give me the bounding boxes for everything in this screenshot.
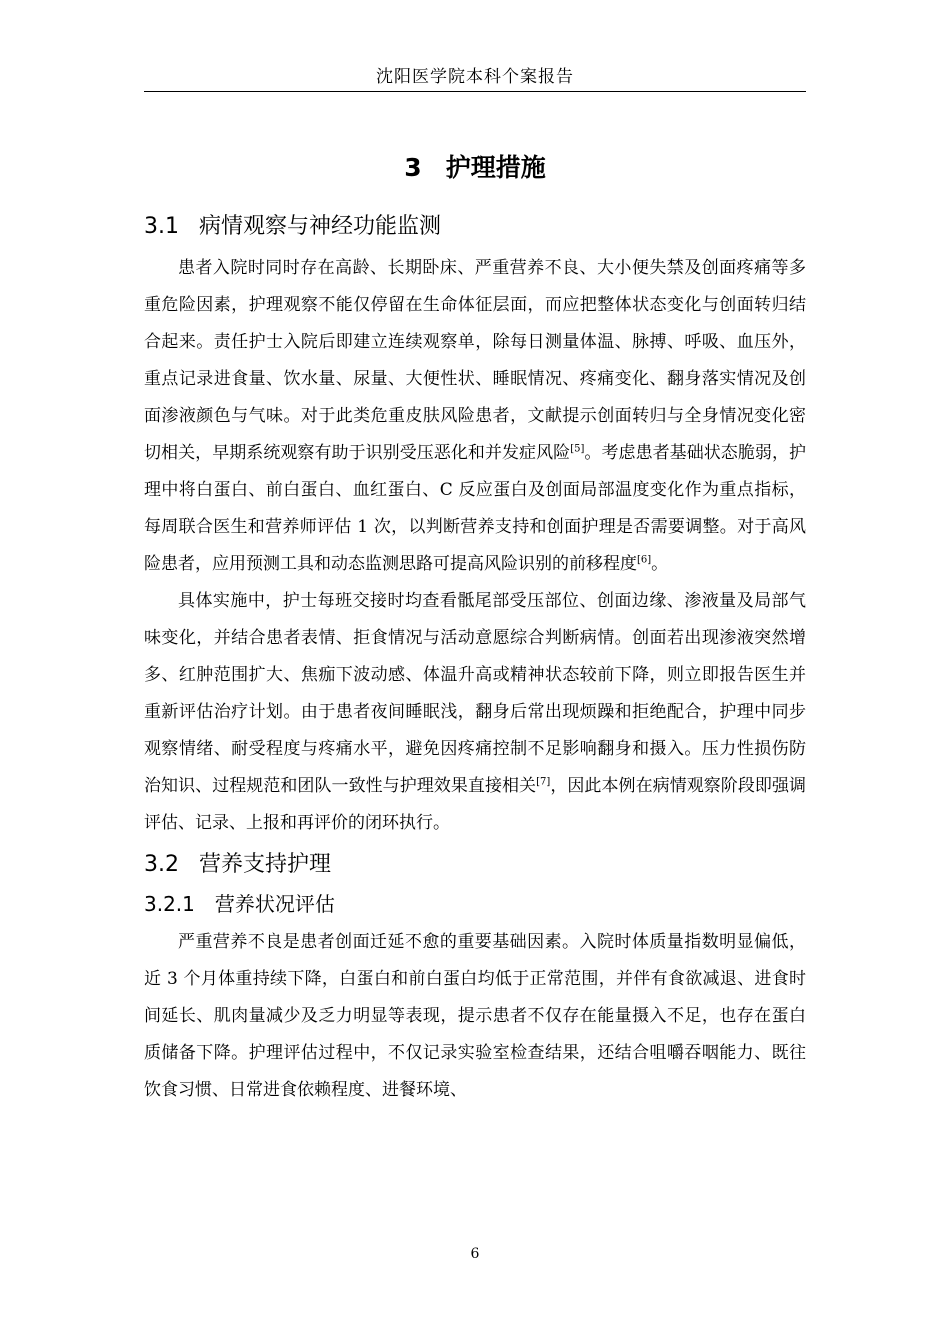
section-number: 3.2 [144, 852, 179, 877]
chapter-number: 3 [404, 153, 422, 182]
subsection-number: 3.2.1 [144, 892, 195, 916]
chapter-heading [144, 146, 806, 190]
paragraph-text: 患者入院时同时存在高龄、长期卧床、严重营养不良、大小便失禁及创面疼痛等多重危险因素，护理观察不能仅停留在生命体征层面，而应把整体状态变化与创面转归结合起来。责任护士入院后即建立连续观察单，除每日测量体温、脉搏、呼吸、血压外，重点记录进食量、饮水量、尿量、大便性状、睡眠情况、疼痛变化、翻身落实情况及创面渗液颜色与气味。对于此类危重皮肤风险患者，文献提示创面转归与全身情况变化密切相关，早期系统观察有助于识别受压恶化和并发症风险 [144, 258, 806, 463]
paragraph-3-1-1 [144, 250, 806, 583]
paragraph-3-2-1-1: 严重营养不良是患者创面迁延不愈的重要基础因素。入院时体质量指数明显偏低，近 3 个月体重持续下降，白蛋白和前白蛋白均低于正常范围，并伴有食欲减退、进食时间延长、肌肉量减少及乏力明显等表现，提示患者不仅存在能量摄入不足，也存在蛋白质储备下降。护理评估过程中，不仅记录实验室检查结果，还结合咀嚼吞咽能力、既往饮食习惯、日常进食依赖程度、进餐环境、 [144, 932, 806, 1100]
page-number: 6 [470, 1246, 480, 1262]
paragraph-text: 。 [651, 554, 669, 574]
paragraph-text: ，因此本例在病情观察阶段即强调评估、记录、上报和再评价的闭环执行。 [144, 776, 807, 833]
header-rule [144, 91, 806, 92]
citation-5: [5] [570, 443, 585, 455]
section-number: 3.1 [144, 214, 179, 239]
citation-6: [6] [637, 554, 652, 566]
subsection-title: 营养状况评估 [214, 892, 335, 916]
section-heading-3-1 [144, 210, 806, 244]
paragraph-text: 。考虑患者基础状态脆弱，护理中将白蛋白、前白蛋白、血红蛋白、C 反应蛋白及创面局部温度变化作为重点指标，每周联合医生和营养师评估 1 次，以判断营养支持和创面护理是否需要调整。对于高风险患者，应用预测工具和动态监测思路可提高风险识别的前移程度 [144, 443, 807, 574]
chapter-title: 护理措施 [445, 153, 546, 182]
paragraph-3-1-2 [144, 583, 806, 842]
subsection-heading-3-2-1 [144, 888, 806, 920]
section-heading-3-2 [144, 848, 806, 882]
section-title: 营养支持护理 [199, 852, 332, 877]
section-title: 病情观察与神经功能监测 [199, 214, 442, 239]
paragraph-text: 具体实施中，护士每班交接时均查看骶尾部受压部位、创面边缘、渗液量及局部气味变化，并结合患者表情、拒食情况与活动意愿综合判断病情。创面若出现渗液突然增多、红肿范围扩大、焦痂下波动感、体温升高或精神状态较前下降，则立即报告医生并重新评估治疗计划。由于患者夜间睡眠浅，翻身后常出现烦躁和拒绝配合，护理中同步观察情绪、耐受程度与疼痛水平，避免因疼痛控制不足影响翻身和摄入。压力性损伤防治知识、过程规范和团队一致性与护理效果直接相关 [144, 591, 806, 796]
running-header: 沈阳医学院本科个案报告 [376, 67, 574, 87]
citation-7: [7] [536, 776, 551, 788]
page-content [144, 146, 806, 1109]
